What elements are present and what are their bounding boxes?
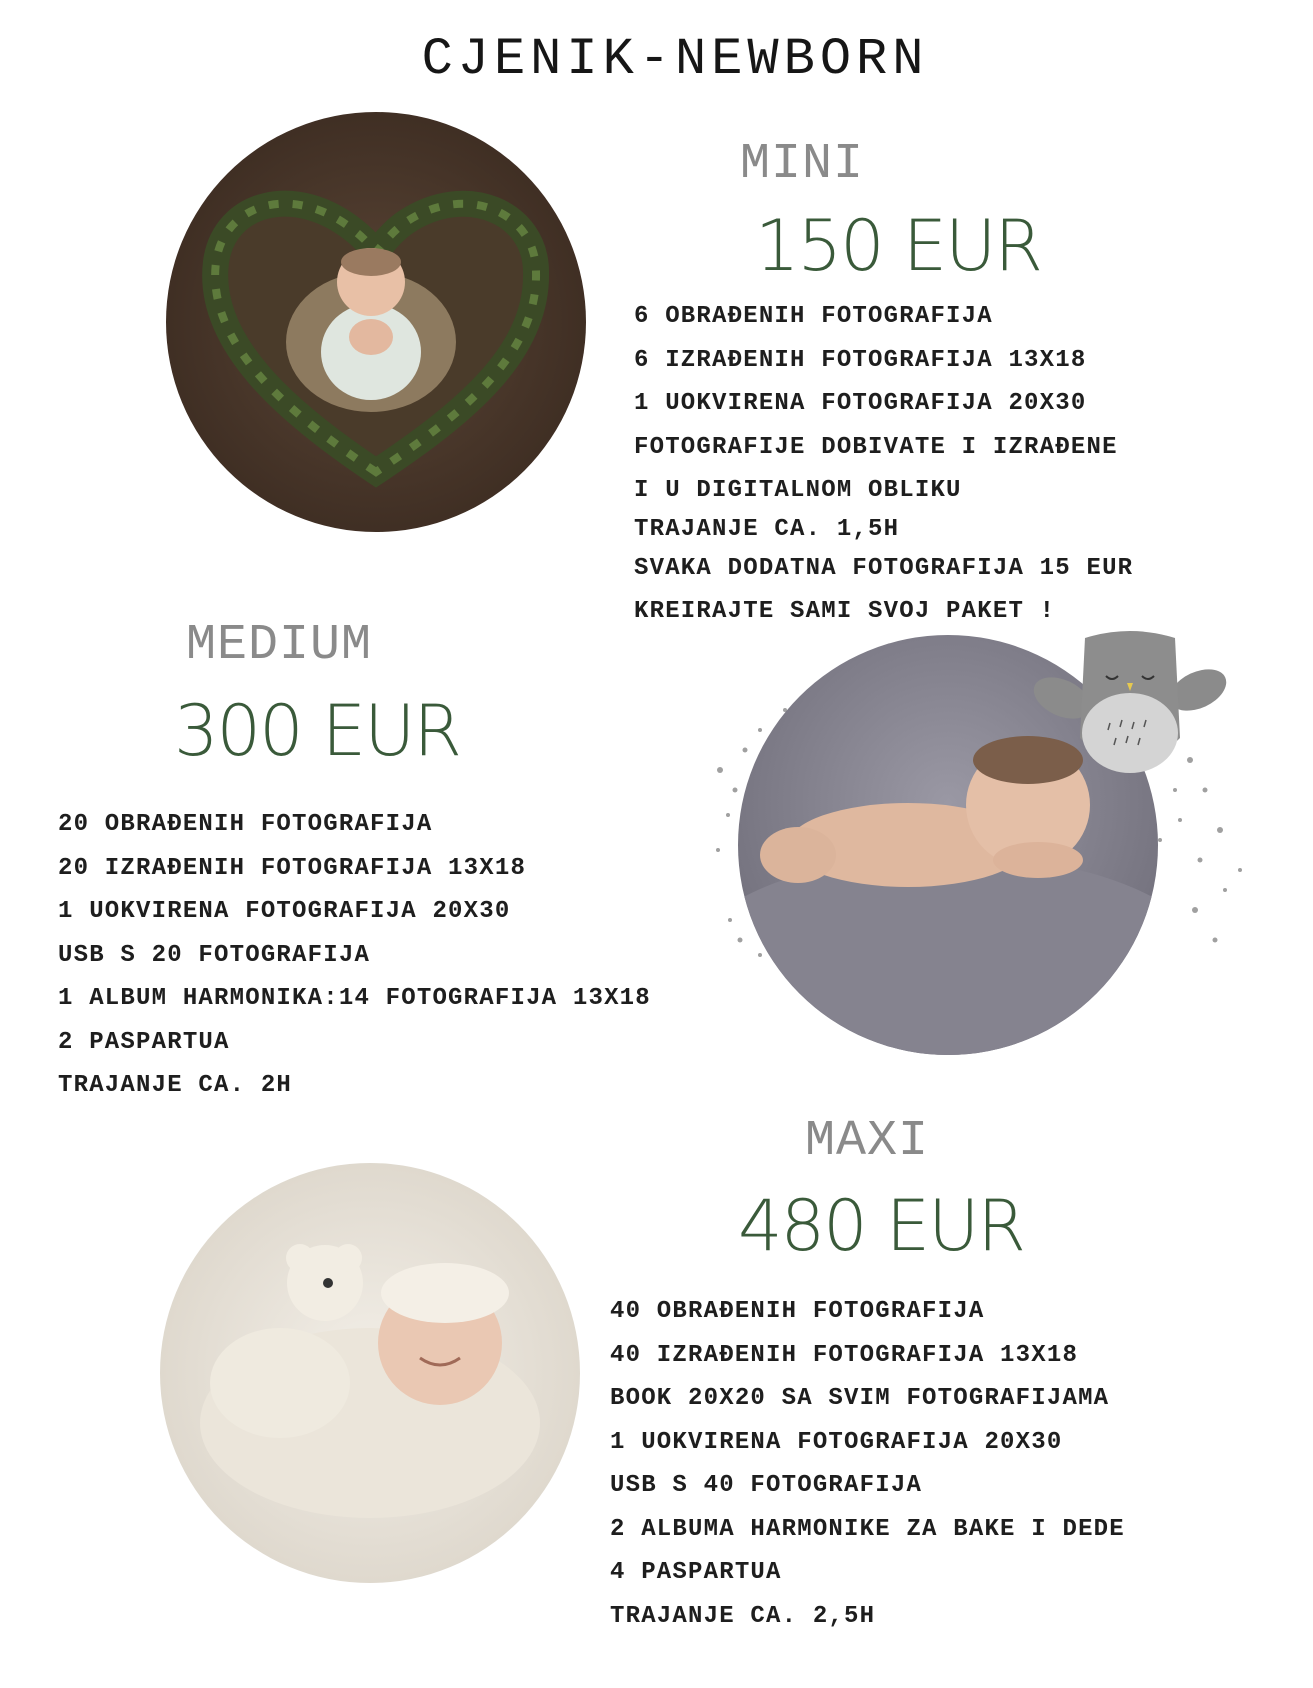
list-item: BOOK 20X20 SA SVIM FOTOGRAFIJAMA [610, 1385, 1110, 1412]
list-item: TRAJANJE CA. 2,5H [610, 1602, 876, 1630]
list-item: 1 UOKVIRENA FOTOGRAFIJA 20X30 [634, 390, 1087, 417]
medium-tier-name: MEDIUM [186, 617, 373, 674]
list-item: 6 IZRAĐENIH FOTOGRAFIJA 13X18 [634, 346, 1087, 374]
list-item: 6 OBRAĐENIH FOTOGRAFIJA [634, 303, 993, 330]
mini-feature-list [634, 295, 1133, 634]
list-item: TRAJANJE CA. 1,5H [634, 515, 900, 543]
maxi-feature-list [610, 1290, 1125, 1638]
maxi-price: 480 EUR [738, 1185, 1024, 1267]
maxi-tier-name: MAXI [805, 1113, 930, 1170]
list-item: 1 UOKVIRENA FOTOGRAFIJA 20X30 [58, 898, 511, 925]
list-item: 2 ALBUMA HARMONIKE ZA BAKE I DEDE [610, 1515, 1125, 1543]
list-item: 2 PASPARTUA [58, 1028, 230, 1056]
list-item: 20 OBRAĐENIH FOTOGRAFIJA [58, 811, 433, 838]
list-item: 4 PASPARTUA [610, 1559, 782, 1586]
owl-illustration [1030, 628, 1230, 778]
list-item: 1 UOKVIRENA FOTOGRAFIJA 20X30 [610, 1428, 1063, 1456]
page-title: CJENIK-NEWBORN [421, 30, 929, 89]
mini-tier-name: MINI [740, 136, 865, 193]
list-item: I U DIGITALNOM OBLIKU [634, 477, 962, 504]
mini-price: 150 EUR [755, 205, 1041, 287]
list-item: 40 OBRAĐENIH FOTOGRAFIJA [610, 1298, 985, 1325]
maxi-photo [160, 1163, 580, 1583]
medium-price: 300 EUR [174, 690, 460, 772]
medium-feature-list [58, 803, 651, 1108]
mini-photo [166, 112, 586, 532]
list-item: KREIRAJTE SAMI SVOJ PAKET ! [634, 598, 1056, 625]
list-item: 20 IZRAĐENIH FOTOGRAFIJA 13X18 [58, 854, 527, 882]
list-item: 1 ALBUM HARMONIKA:14 FOTOGRAFIJA 13X18 [58, 985, 651, 1012]
list-item: TRAJANJE CA. 2H [58, 1072, 293, 1099]
list-item: USB S 20 FOTOGRAFIJA [58, 941, 371, 969]
list-item: USB S 40 FOTOGRAFIJA [610, 1472, 923, 1499]
list-item: SVAKA DODATNA FOTOGRAFIJA 15 EUR [634, 554, 1134, 582]
list-item: 40 IZRAĐENIH FOTOGRAFIJA 13X18 [610, 1341, 1079, 1369]
list-item: FOTOGRAFIJE DOBIVATE I IZRAĐENE [634, 433, 1118, 461]
